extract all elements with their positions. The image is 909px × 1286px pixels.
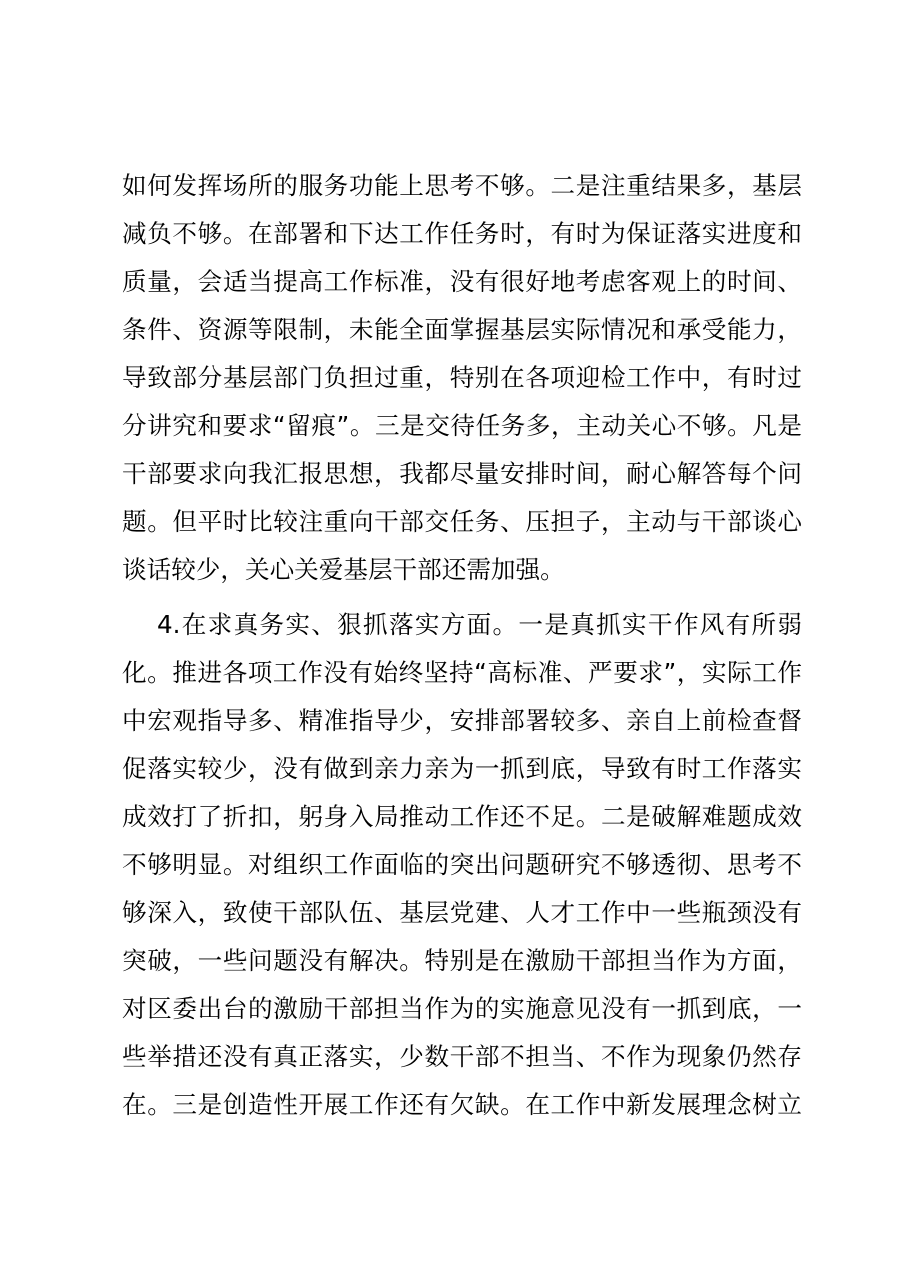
text-line: 够深入，致使干部队伍、基层党建、人才工作中一些瓶颈没有 (122, 898, 802, 927)
text-line: 干部要求向我汇报思想，我都尽量安排时间，耐心解答每个问 (122, 459, 802, 488)
section-heading-line: 4.在求真务实、狠抓落实方面。一是真抓实干作风有所弱 (157, 610, 802, 639)
text-line: 中宏观指导多、精准指导少，安排部署较多、亲自上前检查督 (122, 706, 802, 735)
text-line: 条件、资源等限制，未能全面掌握基层实际情况和承受能力， (122, 315, 802, 344)
text-line: 突破，一些问题没有解决。特别是在激励干部担当作为方面， (122, 946, 802, 975)
text-line: 对区委出台的激励干部担当作为的实施意见没有一抓到底，一 (122, 994, 802, 1023)
text-line: 导致部分基层部门负担过重，特别在各项迎检工作中，有时过 (122, 363, 802, 392)
text-line: 在。三是创造性开展工作还有欠缺。在工作中新发展理念树立 (122, 1090, 802, 1119)
text-line: 不够明显。对组织工作面临的突出问题研究不够透彻、思考不 (122, 850, 802, 879)
paragraph-continuation (122, 162, 802, 594)
text-line: 题。但平时比较注重向干部交任务、压担子，主动与干部谈心 (122, 507, 802, 536)
text-line: 促落实较少，没有做到亲力亲为一抓到底，导致有时工作落实 (122, 754, 802, 783)
text-line: 谈话较少，关心关爱基层干部还需加强。 (122, 555, 565, 584)
text-line: 减负不够。在部署和下达工作任务时，有时为保证落实进度和 (122, 219, 802, 248)
text-line: 成效打了折扣，躬身入局推动工作还不足。二是破解难题成效 (122, 802, 802, 831)
text-line: 质量，会适当提高工作标准，没有很好地考虑客观上的时间、 (122, 267, 802, 296)
text-line: 些举措还没有真正落实，少数干部不担当、不作为现象仍然存 (122, 1042, 802, 1071)
text-line: 如何发挥场所的服务功能上思考不够。二是注重结果多，基层 (122, 171, 802, 200)
text-line: 化。推进各项工作没有始终坚持“高标准、严要求”，实际工作 (122, 658, 802, 687)
paragraph-section-4 (122, 601, 802, 1129)
text-line: 分讲究和要求“留痕”。三是交待任务多，主动关心不够。凡是 (122, 411, 802, 440)
